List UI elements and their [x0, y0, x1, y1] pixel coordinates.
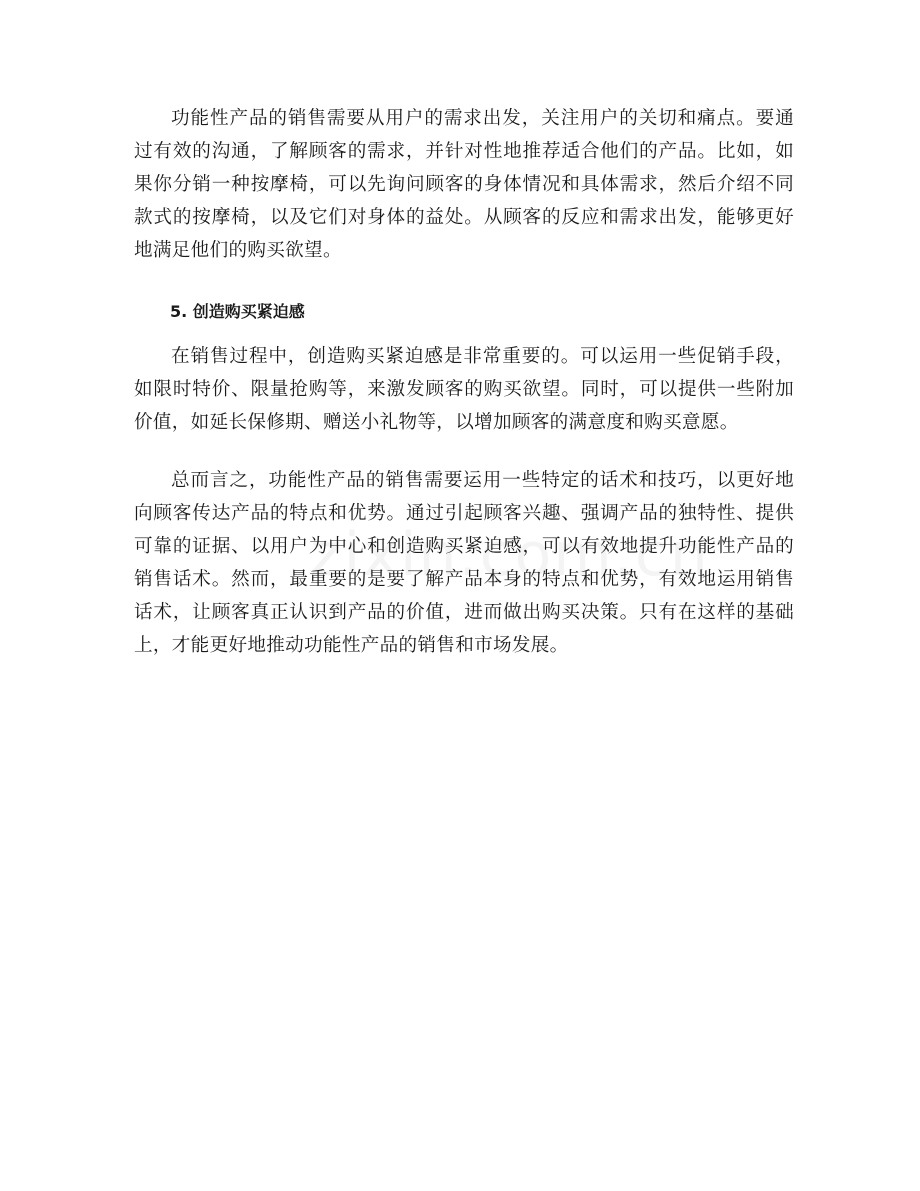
paragraph-user-needs: 功能性产品的销售需要从用户的需求出发，关注用户的关切和痛点。要通过有效的沟通，了解顾客的需求，并针对性地推荐适合他们的产品。比如，如果你分销一种按摩椅，可以先询问顾客的身体情况和具体需求，然后介绍不同款式的按摩椅，以及它们对身体的益处。从顾客的反应和需求出发，能够更好地满足他们的购买欲望。 [134, 108, 794, 261]
paragraph-conclusion: 总而言之，功能性产品的销售需要运用一些特定的话术和技巧，以更好地向顾客传达产品的特点和优势。通过引起顾客兴趣、强调产品的独特性、提供可靠的证据、以用户为中心和创造购买紧迫感，可以有效地提升功能性产品的销售话术。然而，最重要的是要了解产品本身的特点和优势，有效地运用销售话术，让顾客真正认识到产品的价值，进而做出购买决策。只有在这样的基础上，才能更好地推动功能性产品的销售和市场发展。 [134, 470, 794, 656]
paragraph-urgency: 在销售过程中，创造购买紧迫感是非常重要的。可以运用一些促销手段，如限时特价、限量抢购等，来激发顾客的购买欲望。同时，可以提供一些附加价值，如延长保修期、赠送小礼物等，以增加顾客的满意度和购买意愿。 [134, 346, 794, 433]
section-heading: 5. 创造购买紧迫感 [170, 302, 305, 321]
